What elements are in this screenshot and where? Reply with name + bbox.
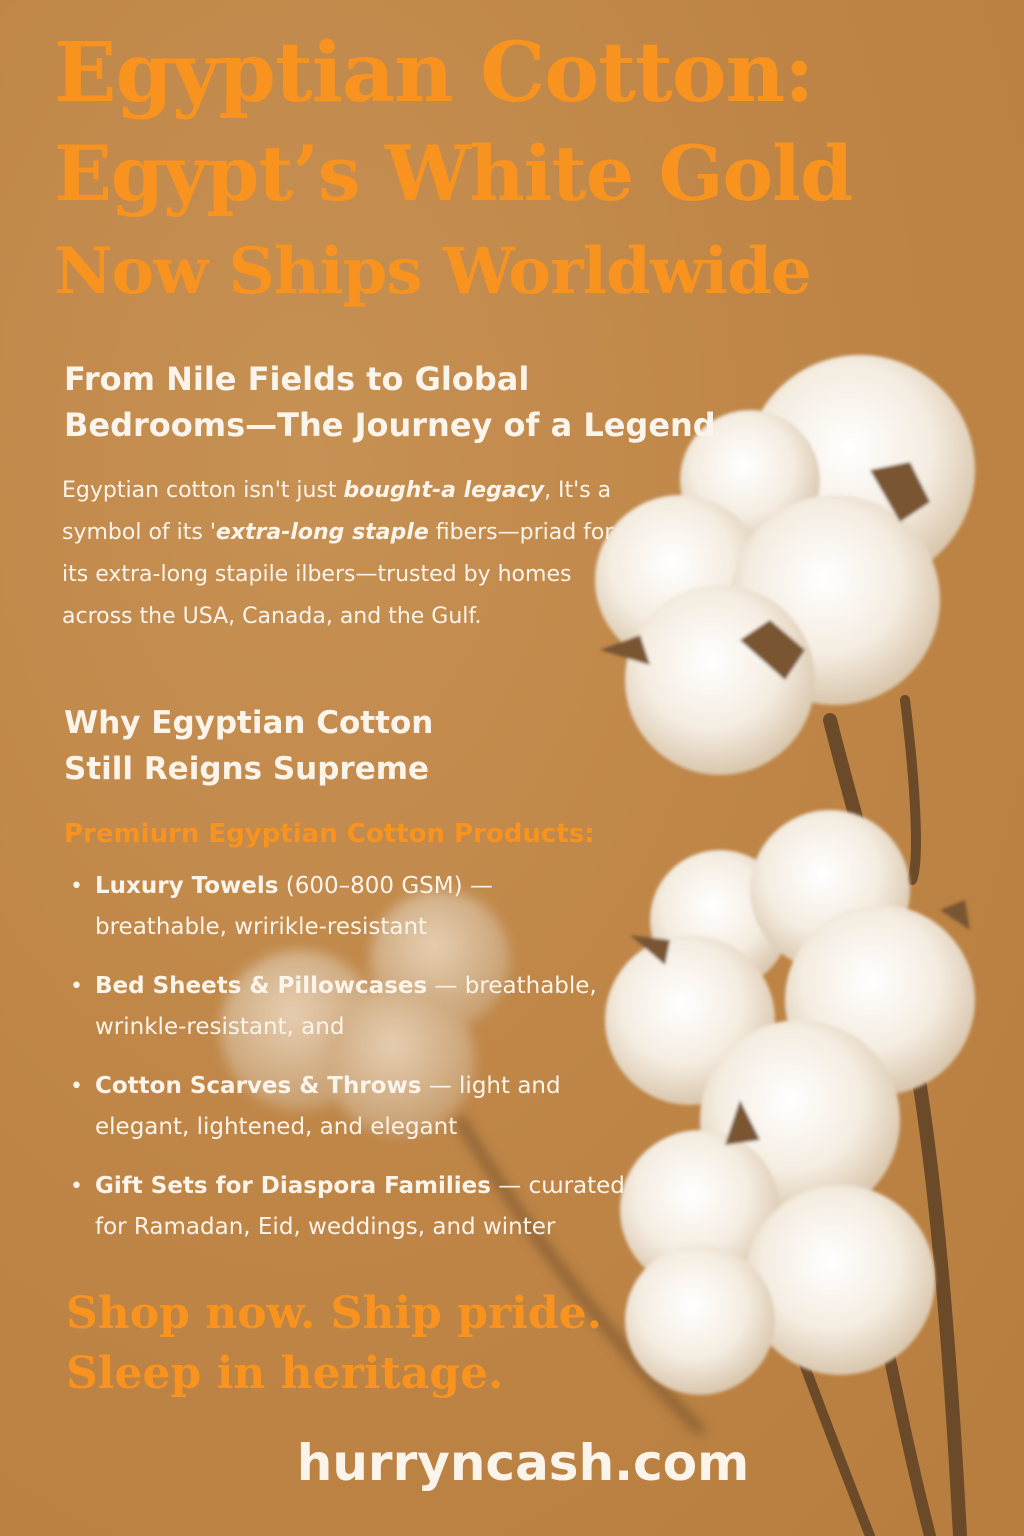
bullet-icon: •	[70, 1074, 83, 1099]
product-name: Gift Sets for Diaspora Families	[95, 1173, 491, 1199]
cta-line-1: Shop now. Ship pride.	[66, 1288, 602, 1339]
headline-line-3: Now Ships Worldwide	[54, 234, 811, 309]
call-to-action	[66, 1284, 602, 1404]
product-description: — light and elegant, lightened, and elegant	[95, 1073, 561, 1140]
headline-line-1: Egyptian Cotton:	[54, 25, 814, 121]
cta-line-2: Sleep in heritage.	[66, 1348, 504, 1399]
product-name: Luxury Towels	[95, 873, 279, 899]
intro-paragraph	[62, 470, 622, 638]
bullet-icon: •	[70, 974, 83, 999]
why-heading-line-2: Still Reigns Supreme	[64, 751, 430, 787]
product-description: — cɯrated for Ramadan, Eid, weddings, and winter	[95, 1173, 625, 1240]
headline	[54, 22, 994, 320]
intro-text-2: , It's a symbol of its '	[62, 478, 612, 545]
product-name: Cotton Scarves & Throws	[95, 1073, 422, 1099]
bullet-icon: •	[70, 1174, 83, 1199]
product-description: (600–800 GSM) — breathable, wririkle-resistant	[95, 873, 493, 940]
intro-emphasis-2: extra-long staple	[215, 520, 429, 545]
headline-line-2: Egypt’s White Gold	[54, 129, 853, 218]
bullet-icon: •	[70, 874, 83, 899]
subheading-line-1: From Nile Fields to Global	[64, 360, 530, 398]
product-item	[70, 866, 630, 948]
product-description: — breathable, wrinkle-resistant, and	[95, 973, 597, 1040]
why-heading-line-1: Why Egyptian Cotton	[64, 705, 434, 741]
products-heading: Premiurn Egyptian Cotton Products:	[64, 819, 595, 849]
subheading-line-2: Bedrooms—The Journey of a Legend	[64, 406, 716, 444]
product-item	[70, 1166, 630, 1248]
intro-text-1: Egyptian cotton isn't just	[62, 478, 344, 503]
why-heading	[64, 700, 544, 792]
subheading	[64, 356, 764, 448]
product-item	[70, 1066, 630, 1148]
intro-emphasis-1: bought-a legacy	[343, 478, 545, 503]
intro-text-3: fibers—priad for its extra-long stapile ilbers—trusted by homes across the USA, Canada, and the Gulf.	[62, 520, 614, 629]
product-item	[70, 966, 630, 1048]
website-link[interactable]: hurryncash.com	[296, 1434, 750, 1492]
product-list	[70, 866, 630, 1266]
product-name: Bed Sheets & Pillowcases	[95, 973, 428, 999]
